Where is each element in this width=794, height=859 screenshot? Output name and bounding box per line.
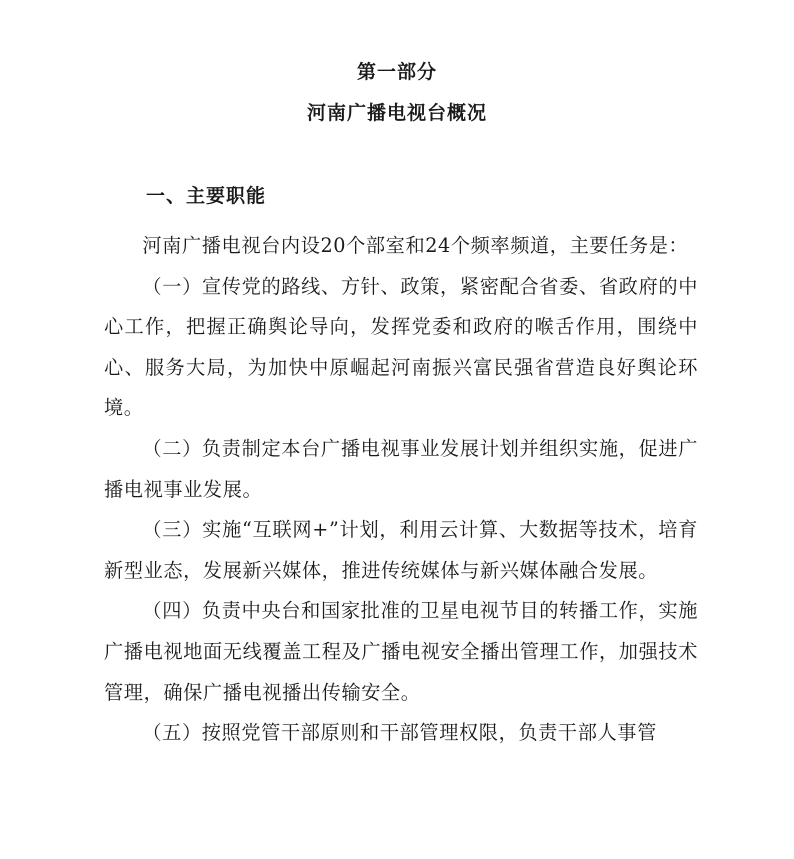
duty-paragraph-4: （四）负责中央台和国家批准的卫星电视节目的转播工作，实施广播电视地面无线覆盖工程及广播电视安全播出管理工作，加强技术管理，确保广播电视播出传输安全。: [104, 599, 698, 704]
duty-paragraph-1: （一）宣传党的路线、方针、政策，紧密配合省委、省政府的中心工作，把握正确舆论导向，发挥党委和政府的喉舌作用，围绕中心、服务大局，为加快中原崛起河南振兴富民强省营造良好舆论环境。: [104, 274, 698, 420]
body-text: [104, 226, 698, 754]
part-label: 第一部分: [356, 61, 437, 83]
duty-paragraph-3: （三）实施“互联网+”计划，利用云计算、大数据等技术，培育新型业态，发展新兴媒体，推进传统媒体与新兴媒体融合发展。: [104, 518, 698, 582]
duty-paragraph-2: （二）负责制定本台广播电视事业发展计划并组织实施，促进广播电视事业发展。: [104, 436, 698, 501]
part-title: 河南广播电视台概况: [306, 102, 487, 124]
duty-paragraph-5: （五）按照党管干部原则和干部管理权限，负责干部人事管: [142, 721, 657, 745]
intro-paragraph: 河南广播电视台内设20个部室和24个频率频道，主要任务是：: [142, 234, 689, 257]
section-heading: 一、主要职能: [146, 185, 267, 207]
